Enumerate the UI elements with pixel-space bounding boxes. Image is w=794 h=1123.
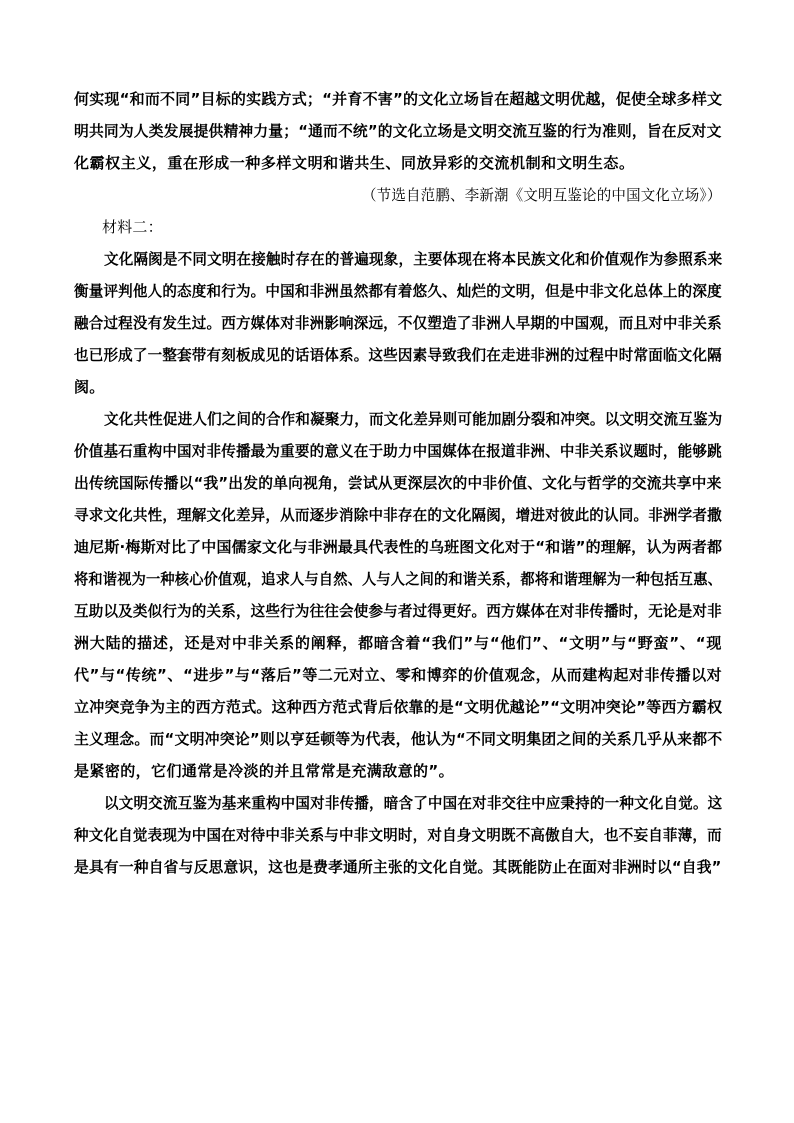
text-line: 是具有一种自省与反思意识，这也是费孝通所主张的文化自觉。其既能防止在面对非洲时以“自我”: [74, 858, 722, 876]
text-line: 主义理念。而“文明冲突论”则以亨廷顿等为代表，他认为“不同文明集团之间的关系几乎从来都不: [74, 730, 723, 748]
text-line: 代”与“传统”、“进步”与“落后”等二元对立、零和博弈的价值观念，从而建构起对非传播以对: [74, 666, 723, 684]
text-line: 何实现“和而不同”目标的实践方式；“并育不害”的文化立场旨在超越文明优越，促使全球多样文: [74, 90, 723, 108]
text-line: 出传统国际传播以“我”出发的单向视角，尝试从更深层次的中非价值、文化与哲学的交流共享中来: [74, 474, 722, 492]
text-line: 寻求文化共性，理解文化差异，从而逐步消除中非存在的文化隔阂，增进对彼此的认同。非洲学者撒: [74, 506, 722, 524]
text-line: 是紧密的，它们通常是冷淡的并且常常是充满敌意的”。: [74, 762, 455, 780]
text-line: 价值基石重构中国对非传播最为重要的意义在于助力中国媒体在报道非洲、中非关系议题时，能够跳: [74, 442, 722, 460]
text-line: 化霸权主义，重在形成一种多样文明和谐共生、同放异彩的交流机制和文明生态。: [74, 154, 635, 172]
text-line: 文化共性促进人们之间的合作和凝聚力，而文化差异则可能加剧分裂和冲突。以文明交流互鉴为: [104, 410, 723, 428]
text-line: 阂。: [74, 378, 105, 396]
text-line: 融合过程没有发生过。西方媒体对非洲影响深远，不仅塑造了非洲人早期的中国观，而且对中非关系: [74, 314, 722, 332]
text-line: 以文明交流互鉴为基来重构中国对非传播，暗含了中国在对非交往中应秉持的一种文化自觉。这: [104, 794, 723, 812]
text-line: 迪尼斯·梅斯对比了中国儒家文化与非洲最具代表性的乌班图文化对于“和谐”的理解，认为两者都: [74, 538, 723, 556]
text-line: 种文化自觉表现为中国在对待中非关系与中非文明时，对自身文明既不高傲自大，也不妄自菲薄，而: [74, 826, 722, 844]
section-heading: 材料二：: [102, 218, 163, 236]
text-line: 也已形成了一整套带有刻板成见的话语体系。这些因素导致我们在走进非洲的过程中时常面临文化隔: [74, 346, 722, 364]
text-line: 明共同为人类发展提供精神力量；“通而不统”的文化立场是文明交流互鉴的行为准则，旨在反对文: [74, 122, 722, 140]
text-line: 衡量评判他人的态度和行为。中国和非洲虽然都有着悠久、灿烂的文明，但是中非文化总体上的深度: [74, 282, 722, 300]
text-line: 洲大陆的描述，还是对中非关系的阐释，都暗含着“我们”与“他们”、“文明”与“野蛮”、“现: [74, 634, 723, 652]
text-line: 将和谐视为一种核心价值观，追求人与自然、人与人之间的和谐关系，都将和谐理解为一种包括互惠、: [74, 570, 723, 588]
text-line: 立冲突竞争为主的西方范式。这种西方范式背后依靠的是“文明优越论”“文明冲突论”等西方霸权: [74, 698, 723, 716]
source-citation: （节选自范鹏、李新潮《文明互鉴论的中国文化立场》）: [362, 186, 722, 204]
text-line: 文化隔阂是不同文明在接触时存在的普遍现象，主要体现在将本民族文化和价值观作为参照系来: [104, 250, 723, 268]
text-line: 互助以及类似行为的关系，这些行为往往会使参与者过得更好。西方媒体在对非传播时，无论是对非: [74, 602, 722, 620]
